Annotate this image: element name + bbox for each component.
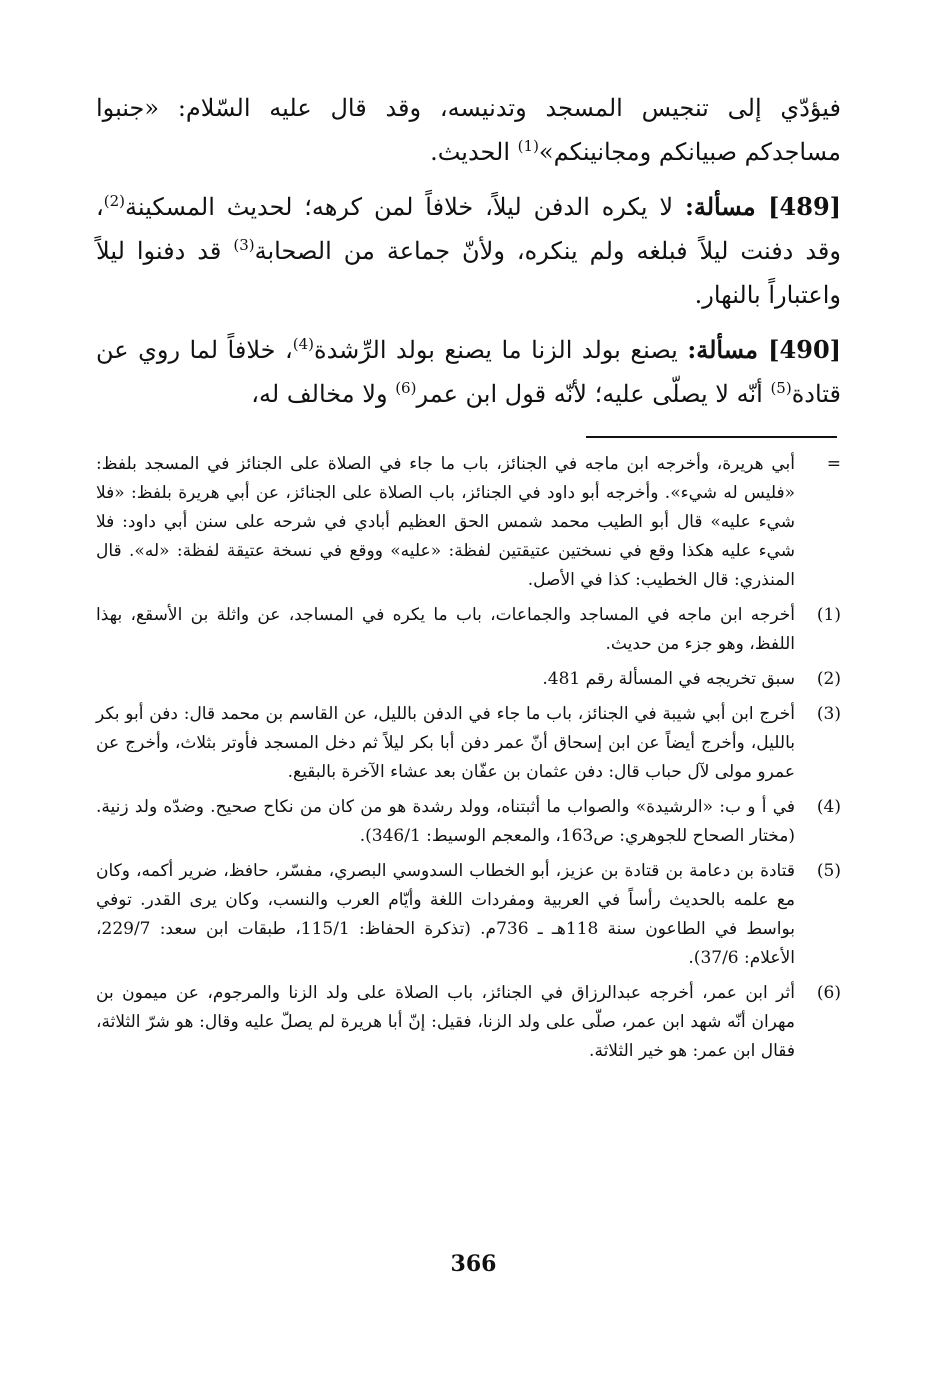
footnote-ref-3: (3) (233, 236, 255, 254)
footnote-number: (4) (816, 797, 841, 817)
footnote-number: (2) (816, 669, 841, 689)
footnote-number: (5) (816, 861, 841, 881)
issue-489-text-c: قد دفنوا ليلاً واعتباراً بالنهار. (96, 237, 841, 309)
issue-490-heading: [490] مسألة: (687, 335, 842, 364)
footnotes (96, 450, 841, 1072)
issue-490-text-d: ولا مخالف له، (251, 380, 396, 408)
main-text (96, 86, 841, 427)
issue-490-text-a: يصنع بولد الزنا ما يصنع بولد الرِّشدة (314, 336, 688, 364)
footnote-number: = (826, 454, 841, 474)
footnote-continuation (96, 450, 841, 595)
footnote-text: أثر ابن عمر، أخرجه عبدالرزاق في الجنائز، باب الصلاة على ولد الزنا والمرجوم، عن ميمون بن مهران أنّه شهد ابن عمر، صلّى على ولد الزنا، فقيل: إنّ أبا هريرة لم يصلّ عليه وقال: هو شرّ الثلاثة، فقال ابن عمر: هو خير الثلاثة. (96, 983, 795, 1061)
issue-489-text-b: ، وقد دفنت ليلاً فبلغه ولم ينكره، ولأنّ جماعة من الصحابة (96, 193, 841, 265)
paragraph-intro (96, 86, 841, 174)
footnote-ref-5: (5) (770, 379, 792, 397)
footnote-6 (96, 979, 841, 1066)
issue-490-text-b: ، خلافاً لما روي عن قتادة (96, 336, 841, 408)
footnote-text: سبق تخريجه في المسألة رقم 481. (542, 669, 795, 689)
footnote-text: أبي هريرة، وأخرجه ابن ماجه في الجنائز، باب ما جاء في الصلاة على الجنائز في المسجد بلفظ: «فليس له شيء». وأخرجه أبو داود في الجنائز، باب الصلاة على الجنائز، عن أبي هريرة بلفظ: «فلا شيء عليه» قال أبو الطيب محمد شمس الحق العظيم أبادي في شرحه على سنن أبي داود: فلا شيء عليه هكذا وقع في نسختين عتيقتين لفظة: «عليه» ووقع في نسخة عتيقة لفظة: «له». قال المنذري: قال الخطيب: كذا في الأصل. (96, 454, 795, 590)
footnote-text: في أ و ب: «الرشيدة» والصواب ما أثبتناه، وولد رشدة هو من كان من نكاح صحيح. وضدّه ولد زنية. (مختار الصحاح للجوهري: ص163، والمعجم الوسيط: 346/1). (96, 797, 795, 846)
footnote-4 (96, 793, 841, 851)
footnote-ref-6: (6) (395, 379, 417, 397)
footnote-separator (586, 436, 837, 438)
footnote-text: أخرجه ابن ماجه في المساجد والجماعات، باب ما يكره في المساجد، عن واثلة بن الأسقع، بهذا اللفظ، وهو جزء من حديث. (96, 605, 795, 654)
footnote-2 (96, 665, 841, 694)
footnote-text: قتادة بن دعامة بن قتادة بن عزيز، أبو الخطاب السدوسي البصري، مفسّر، حافظ، ضرير أكمه، وكان مع علمه بالحديث رأساً في العربية ومفردات اللغة وأيّام العرب والنسب، وكان يرى القدر. توفي بواسط في الطاعون سنة 118هـ ـ 736م. (تذكرة الحفاظ: 115/1، طبقات ابن سعد: 229/7، الأعلام: 37/6). (96, 861, 795, 968)
footnote-1 (96, 601, 841, 659)
footnote-3 (96, 700, 841, 787)
footnote-number: (3) (816, 704, 841, 724)
footnote-ref-2: (2) (103, 192, 126, 210)
footnote-number: (1) (816, 605, 841, 625)
issue-490 (96, 328, 841, 416)
issue-490-text-c: أنّه لا يصلّى عليه؛ لأنّه قول ابن عمر (416, 380, 771, 408)
paragraph-intro-text: فيؤدّي إلى تنجيس المسجد وتدنيسه، وقد قال عليه السّلام: «جنبوا مساجدكم صبيانكم ومجانينكم» (96, 94, 841, 166)
footnote-ref-1: (1) (517, 137, 539, 155)
footnote-ref-4: (4) (292, 335, 314, 353)
issue-489 (96, 185, 841, 317)
footnote-text: أخرج ابن أبي شيبة في الجنائز، باب ما جاء في الدفن بالليل، عن القاسم بن محمد قال: دفن أبو بكر بالليل، وأخرج أيضاً عن ابن إسحاق أنّ عمر دفن أبا بكر ليلاً ثم دخل المسجد فأوتر بثلاث، وأخرج عن عمرو مولى لآل حباب قال: دفن عثمان بن عفّان بعد عشاء الآخرة بالبقيع. (96, 704, 795, 782)
footnote-number: (6) (816, 983, 841, 1003)
issue-489-text-a: لا يكره الدفن ليلاً، خلافاً لمن كرهه؛ لحديث المسكينة (125, 193, 685, 221)
footnote-5 (96, 857, 841, 973)
page-number: 366 (450, 1251, 497, 1277)
paragraph-intro-tail: الحديث. (430, 138, 518, 166)
issue-489-heading: [489] مسألة: (684, 192, 842, 221)
